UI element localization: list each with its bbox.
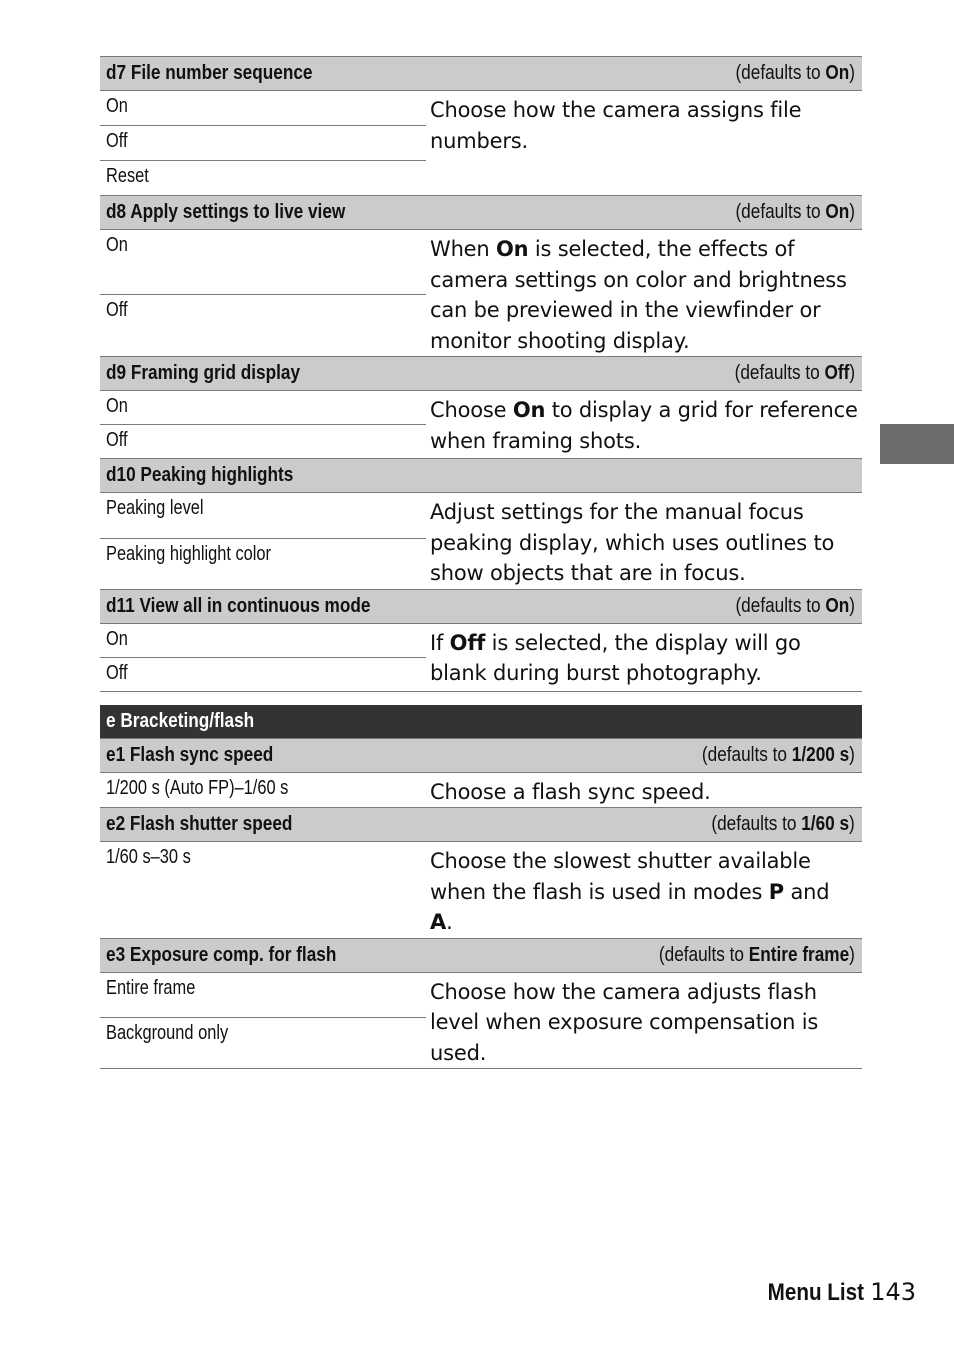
option-row bbox=[100, 842, 862, 939]
d11-option-off: Off bbox=[106, 661, 128, 684]
footer-section-label: Menu List bbox=[767, 1279, 865, 1306]
chapter-tab-marker bbox=[880, 424, 954, 464]
d7-description: Choose how the camera assigns file numbers. bbox=[426, 91, 862, 196]
e2-title: e2 Flash shutter speed bbox=[106, 813, 293, 835]
option-row bbox=[100, 972, 862, 1018]
e3-title: e3 Exposure comp. for flash bbox=[106, 943, 337, 966]
e1-title: e1 Flash sync speed bbox=[106, 743, 274, 766]
e2-option-range: 1/60 s–30 s bbox=[106, 846, 191, 868]
d8-description: When On is selected, the effects of camera settings on color and brightness can be previewed in the viewfinder or monitor shooting display. bbox=[426, 230, 862, 357]
page-number: 143 bbox=[870, 1278, 916, 1306]
d11-title: d11 View all in continuous mode bbox=[106, 594, 371, 617]
e1-option-range: 1/200 s (Auto FP)–1/60 s bbox=[106, 776, 289, 799]
e-section-title: e Bracketing/flash bbox=[106, 709, 255, 732]
menu-list-table bbox=[100, 56, 862, 1069]
d7-option-on: On bbox=[106, 95, 128, 117]
e1-header-row bbox=[100, 738, 862, 772]
d8-title: d8 Apply settings to live view bbox=[106, 201, 346, 223]
e3-option-background-only: Background only bbox=[106, 1022, 229, 1045]
d11-option-on: On bbox=[106, 627, 128, 650]
option-row bbox=[100, 623, 862, 657]
d9-option-off: Off bbox=[106, 429, 128, 451]
d10-option-peaking-level: Peaking level bbox=[106, 497, 204, 519]
e2-description: Choose the slowest shutter available when the flash is used in modes P and A. bbox=[426, 842, 862, 939]
d9-header-row bbox=[100, 357, 862, 391]
d9-description: Choose On to display a grid for reference when framing shots. bbox=[426, 391, 862, 459]
d11-description: If Off is selected, the display will go blank during burst photography. bbox=[426, 623, 862, 691]
d7-title: d7 File number sequence bbox=[106, 62, 313, 84]
section-gap bbox=[100, 691, 862, 705]
d8-header-row bbox=[100, 196, 862, 230]
d7-option-off: Off bbox=[106, 130, 128, 152]
e3-header-row bbox=[100, 938, 862, 972]
option-row bbox=[100, 391, 862, 425]
d11-header-row bbox=[100, 589, 862, 623]
option-row bbox=[100, 493, 862, 539]
option-row bbox=[100, 91, 862, 126]
d10-title: d10 Peaking highlights bbox=[106, 464, 294, 486]
e3-description: Choose how the camera adjusts flash level when exposure compensation is used. bbox=[426, 972, 862, 1069]
d7-option-reset: Reset bbox=[106, 165, 149, 187]
d9-default: (defaults to Off) bbox=[734, 362, 856, 384]
d8-default: (defaults to On) bbox=[735, 201, 856, 223]
e-section-header-row bbox=[100, 705, 862, 739]
d10-description: Adjust settings for the manual focus peaking display, which uses outlines to show objects that are in focus. bbox=[426, 493, 862, 590]
option-row bbox=[100, 772, 862, 808]
d10-option-peaking-highlight-color: Peaking highlight color bbox=[106, 542, 272, 565]
e1-description: Choose a flash sync speed. bbox=[426, 772, 862, 808]
d10-header-row bbox=[100, 459, 862, 493]
e3-option-entire-frame: Entire frame bbox=[106, 976, 196, 999]
d9-option-on: On bbox=[106, 395, 128, 417]
d7-default: (defaults to On) bbox=[735, 62, 856, 84]
e2-default: (defaults to 1/60 s) bbox=[711, 813, 856, 835]
d8-option-off: Off bbox=[106, 298, 128, 321]
d8-option-on: On bbox=[106, 234, 128, 256]
d9-title: d9 Framing grid display bbox=[106, 362, 301, 384]
option-row bbox=[100, 230, 862, 295]
page-footer bbox=[752, 1278, 916, 1307]
e3-default: (defaults to Entire frame) bbox=[659, 943, 856, 966]
e2-header-row bbox=[100, 808, 862, 842]
d7-header-row bbox=[100, 57, 862, 91]
d11-default: (defaults to On) bbox=[735, 594, 856, 617]
e1-default: (defaults to 1/200 s) bbox=[702, 743, 856, 766]
